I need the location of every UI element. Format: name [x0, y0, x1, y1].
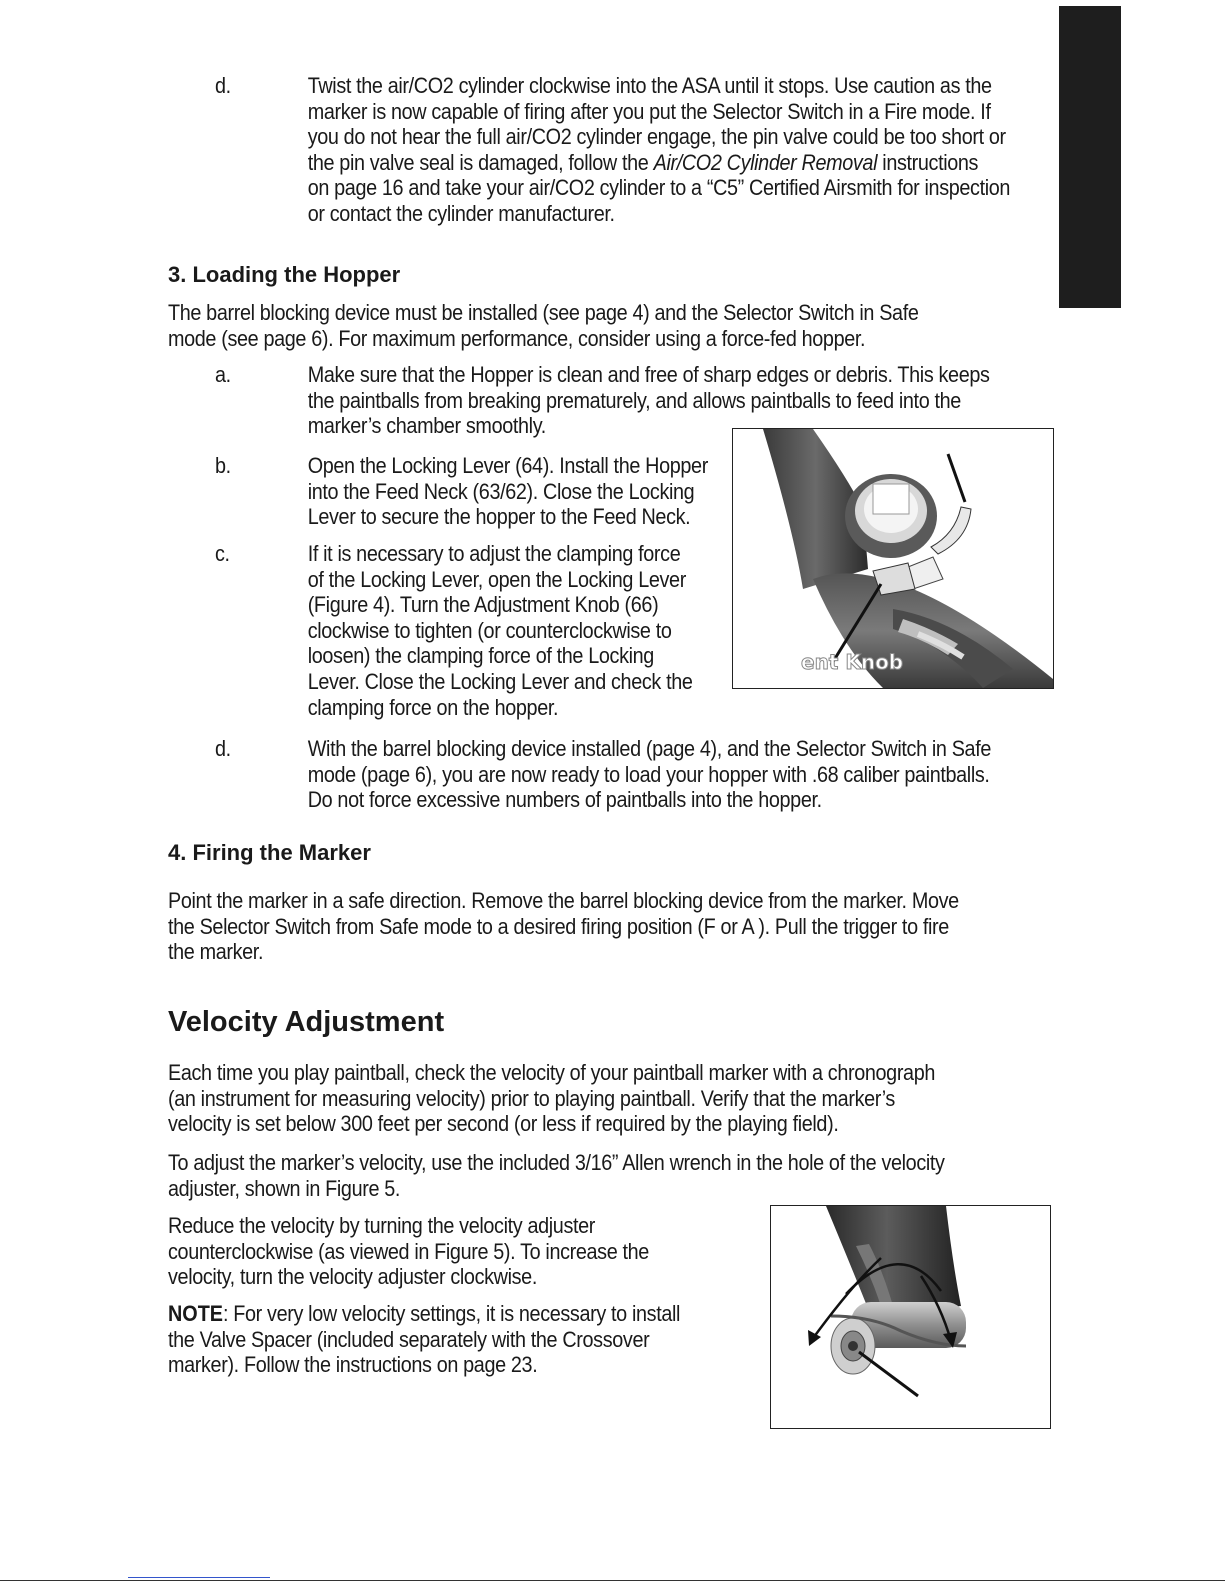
step-letter: c. — [215, 541, 230, 566]
section-heading-firing: 4. Firing the Marker — [168, 840, 371, 865]
step-letter: d. — [215, 73, 231, 98]
text-line: the pin valve seal is damaged, follow the Air/CO2 Cylinder Removal instructions — [307, 149, 979, 175]
step-letter: b. — [215, 453, 231, 478]
figure-label: ent Knob — [801, 650, 904, 674]
firing-paragraph: Point the marker in a safe direction. Remove the barrel blocking device from the marker. Move the Selector Switch from Safe mode to a desired firing position (F or A ). Pull the trigger to fire the marker. — [168, 888, 959, 965]
loading-intro: The barrel blocking device must be installed (see page 4) and the Selector Switch in Safe mode (see page 6). For maximum performance, consider using a force-fed hopper. — [168, 300, 919, 351]
text-line: Twist the air/CO2 cylinder clockwise into the ASA until it stops. Use caution as the — [307, 73, 992, 98]
footer-rule — [0, 1580, 1225, 1581]
text-line: on page 16 and take your air/CO2 cylinder to a “C5” Certified Airsmith for inspection — [307, 175, 1011, 201]
text-line: marker is now capable of firing after you put the Selector Switch in a Fire mode. If — [307, 98, 991, 124]
figure-5-velocity-adjuster — [770, 1205, 1051, 1429]
velocity-paragraph-2: To adjust the marker’s velocity, use the included 3/16” Allen wrench in the hole of the velocity adjuster, shown in Figure 5. — [168, 1150, 945, 1201]
velocity-adjuster-illustration — [771, 1206, 1050, 1428]
note-label: NOTE — [168, 1301, 224, 1326]
feed-neck-illustration — [733, 429, 1053, 688]
footer-link-underline — [128, 1577, 270, 1578]
section-heading-loading: 3. Loading the Hopper — [168, 262, 401, 287]
velocity-note: NOTE: For very low velocity settings, it is necessary to install the Valve Spacer (included separately with the Crossover marker). Follow the instructions on page 23. — [168, 1301, 681, 1378]
step-letter: a. — [215, 362, 231, 387]
velocity-paragraph-1: Each time you play paintball, check the velocity of your paintball marker with a chronograph (an instrument for measuring velocity) prior to playing paintball. Verify that the marker’s velocity is set below 300 feet per second (or less if required by the playing field). — [168, 1060, 936, 1137]
velocity-paragraph-3: Reduce the velocity by turning the velocity adjuster counterclockwise (as viewed in Figure 5). To increase the velocity, turn the velocity adjuster clockwise. — [168, 1213, 649, 1290]
text-line: you do not hear the full air/CO2 cylinder engage, the pin valve could be too short or — [307, 124, 1006, 150]
step-letter: d. — [215, 736, 231, 761]
reference-title: Air/CO2 Cylinder Removal — [653, 149, 878, 175]
figure-4-feed-neck — [732, 428, 1054, 689]
text-line: or contact the cylinder manufacturer. — [307, 200, 615, 226]
section-heading-velocity: Velocity Adjustment — [168, 1006, 445, 1038]
